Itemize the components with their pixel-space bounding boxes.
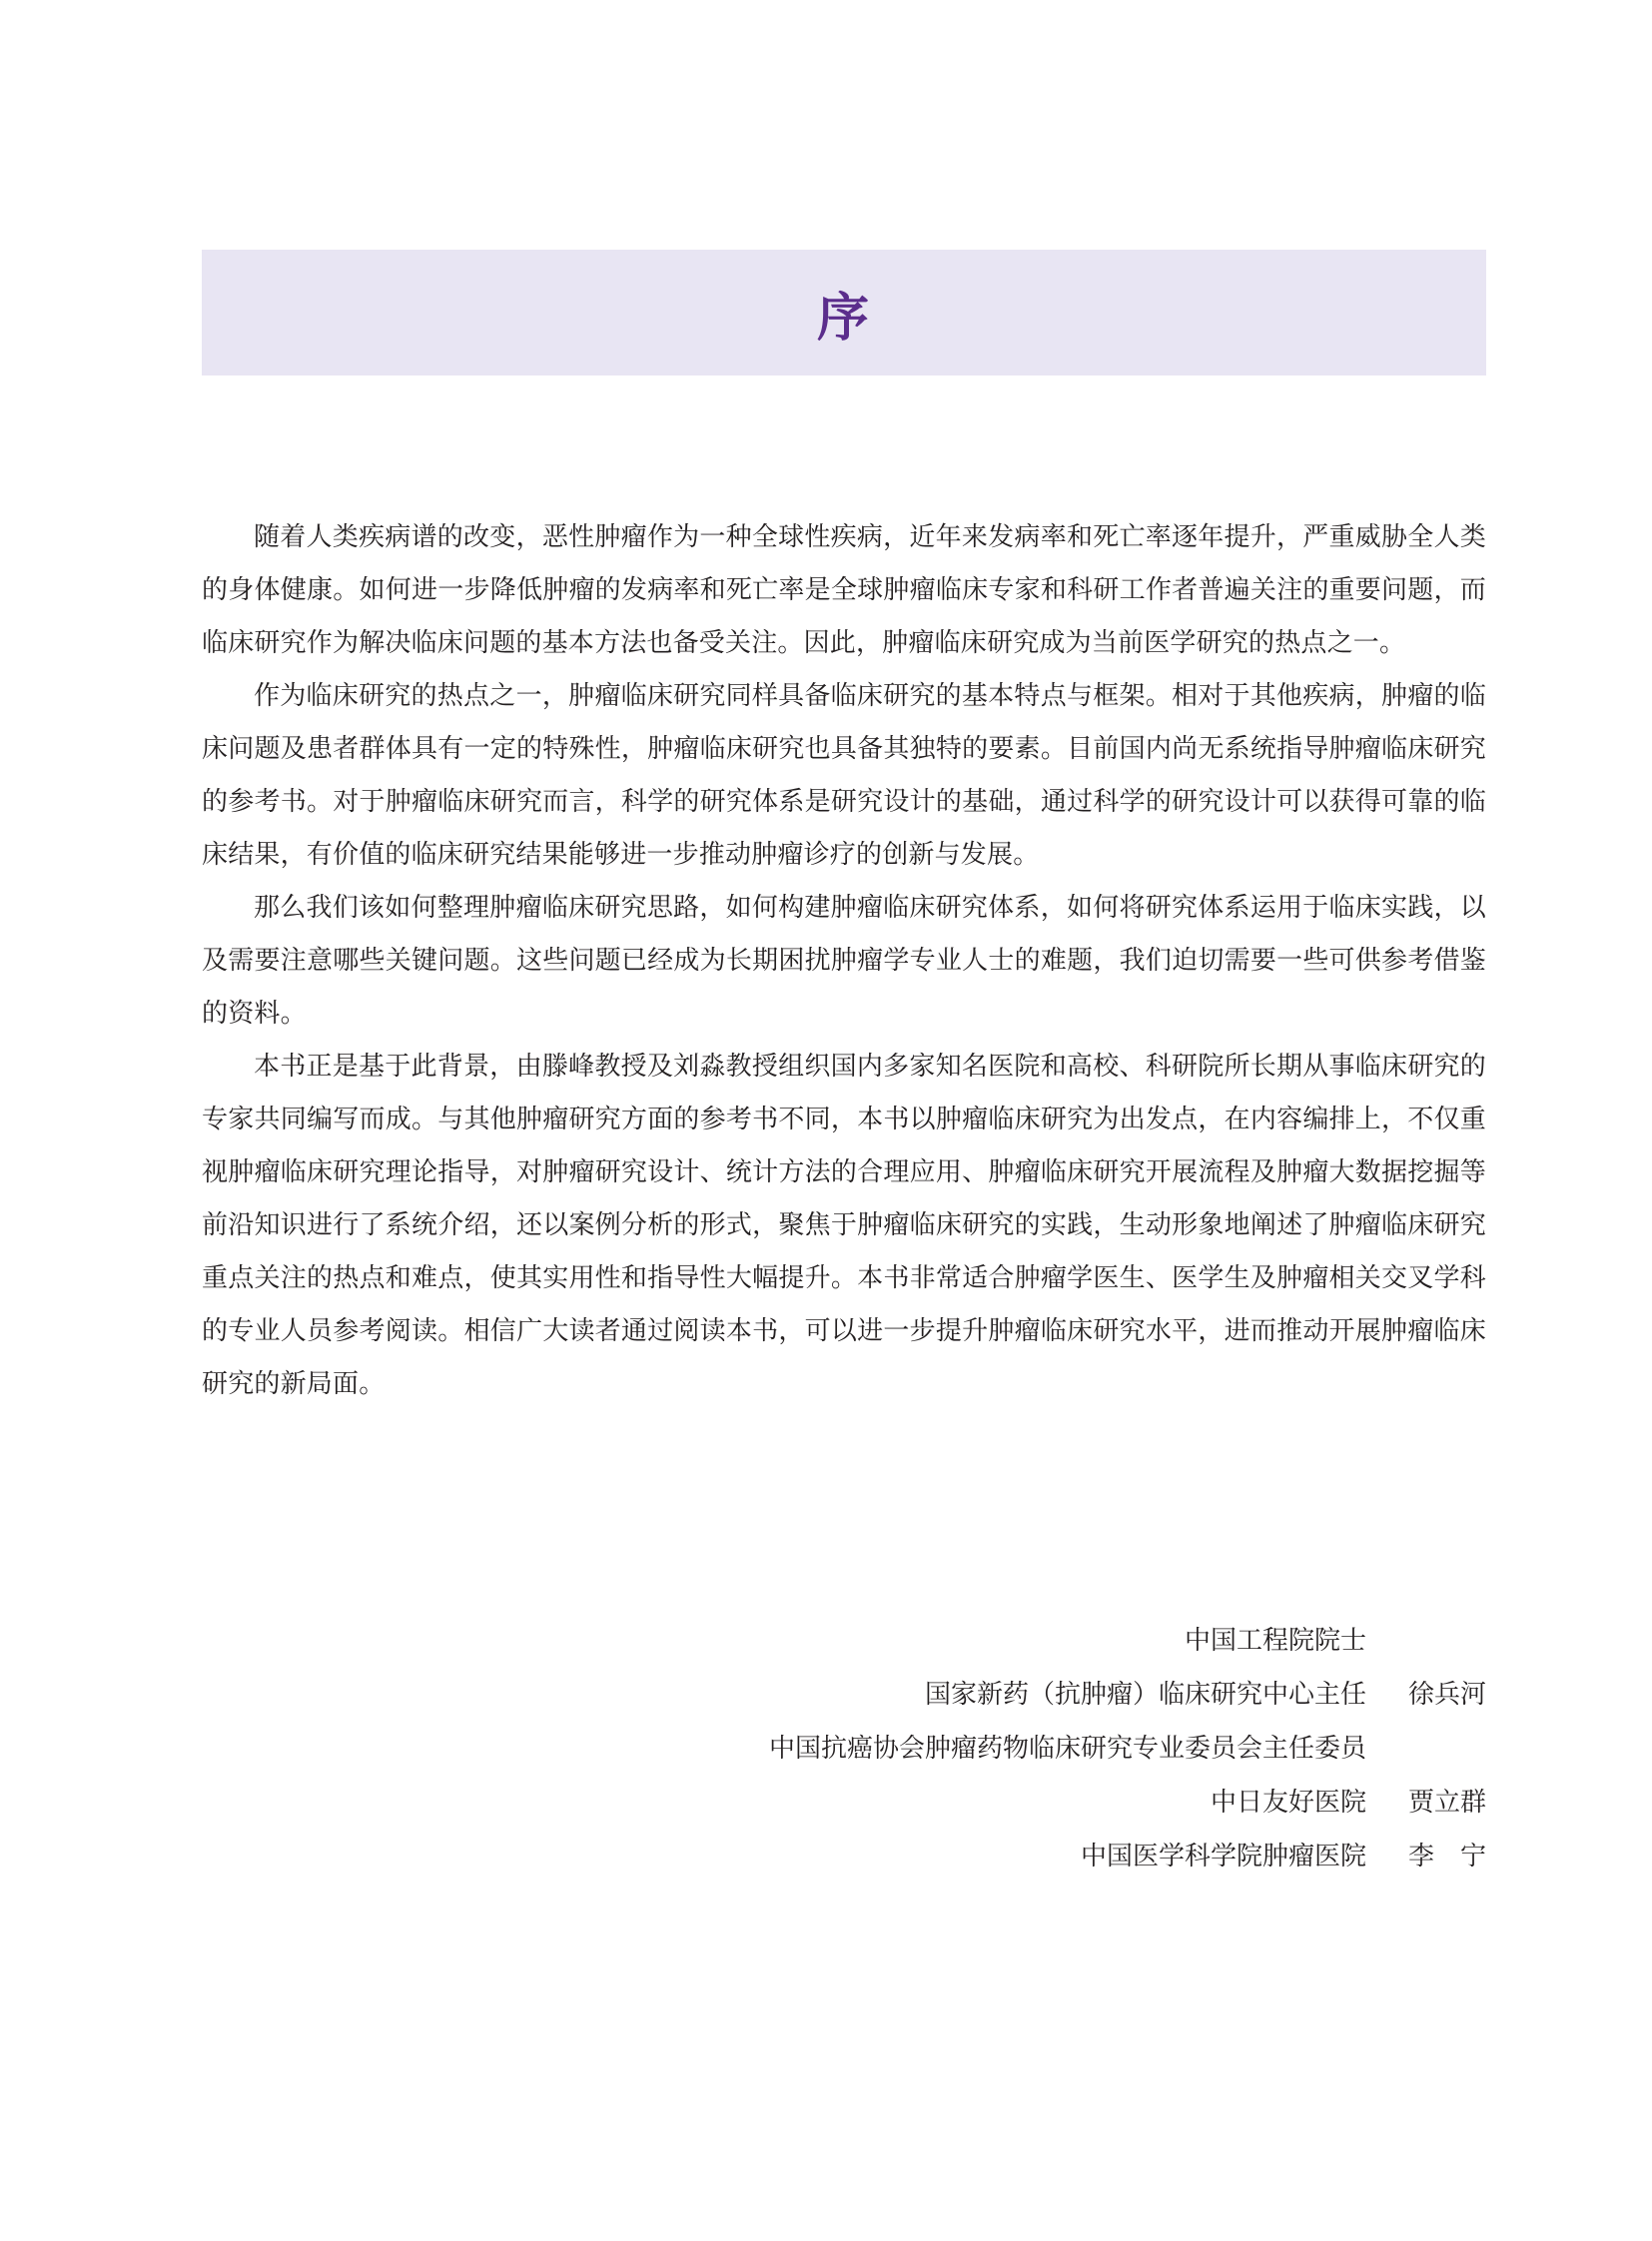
paragraph-4: 本书正是基于此背景，由滕峰教授及刘淼教授组织国内多家知名医院和高校、科研院所长期从事临床研究的专家共同编写而成。与其他肿瘤研究方面的参考书不同，本书以肿瘤临床研究为出发点，在内容编排上，不仅重视肿瘤临床研究理论指导，对肿瘤研究设计、统计方法的合理应用、肿瘤临床研究开展流程及肿瘤大数据挖掘等前沿知识进行了系统介绍，还以案例分析的形式，聚焦于肿瘤临床研究的实践，生动形象地阐述了肿瘤临床研究重点关注的热点和难点，使其实用性和指导性大幅提升。本书非常适合肿瘤学医生、医学生及肿瘤相关交叉学科的专业人员参考阅读。相信广大读者通过阅读本书，可以进一步提升肿瘤临床研究水平，进而推动开展肿瘤临床研究的新局面。: [202, 1052, 1486, 1399]
signature-name: 贾立群: [1407, 1788, 1486, 1818]
signature-title: 中国医学科学院肿瘤医院: [1080, 1842, 1366, 1871]
signature-line: [202, 1722, 1486, 1776]
signature-line: [202, 1776, 1486, 1830]
signature-line: [202, 1614, 1486, 1668]
signature-title: 中国工程院院士: [1184, 1626, 1366, 1656]
title-band: [202, 250, 1486, 375]
signature-line: [202, 1668, 1486, 1722]
signature-name: 李 宁: [1407, 1842, 1486, 1871]
signature-name: 徐兵河: [1407, 1680, 1486, 1710]
preface-body: [202, 511, 1486, 1411]
signature-name: [1366, 1614, 1486, 1668]
signature-name: [1366, 1722, 1486, 1776]
signature-title: 中国抗癌协会肿瘤药物临床研究专业委员会主任委员: [768, 1734, 1366, 1764]
paragraph-3: 那么我们该如何整理肿瘤临床研究思路，如何构建肿瘤临床研究体系，如何将研究体系运用于临床实践，以及需要注意哪些关键问题。这些问题已经成为长期困扰肿瘤学专业人士的难题，我们迫切需要一些可供参考借鉴的资料。: [202, 893, 1486, 1029]
paragraph-1: 随着人类疾病谱的改变，恶性肿瘤作为一种全球性疾病，近年来发病率和死亡率逐年提升，严重威胁全人类的身体健康。如何进一步降低肿瘤的发病率和死亡率是全球肿瘤临床专家和科研工作者普遍关注的重要问题，而临床研究作为解决临床问题的基本方法也备受关注。因此，肿瘤临床研究成为当前医学研究的热点之一。: [202, 522, 1486, 658]
paragraph-2: 作为临床研究的热点之一，肿瘤临床研究同样具备临床研究的基本特点与框架。相对于其他疾病，肿瘤的临床问题及患者群体具有一定的特殊性，肿瘤临床研究也具备其独特的要素。目前国内尚无系统指导肿瘤临床研究的参考书。对于肿瘤临床研究而言，科学的研究体系是研究设计的基础，通过科学的研究设计可以获得可靠的临床结果，有价值的临床研究结果能够进一步推动肿瘤诊疗的创新与发展。: [202, 681, 1486, 870]
signature-title: 中日友好医院: [1210, 1788, 1366, 1818]
signature-block: [202, 1614, 1486, 1883]
signature-title: 国家新药（抗肿瘤）临床研究中心主任: [924, 1680, 1366, 1710]
signature-line: [202, 1830, 1486, 1883]
page-title: 序: [816, 288, 871, 349]
